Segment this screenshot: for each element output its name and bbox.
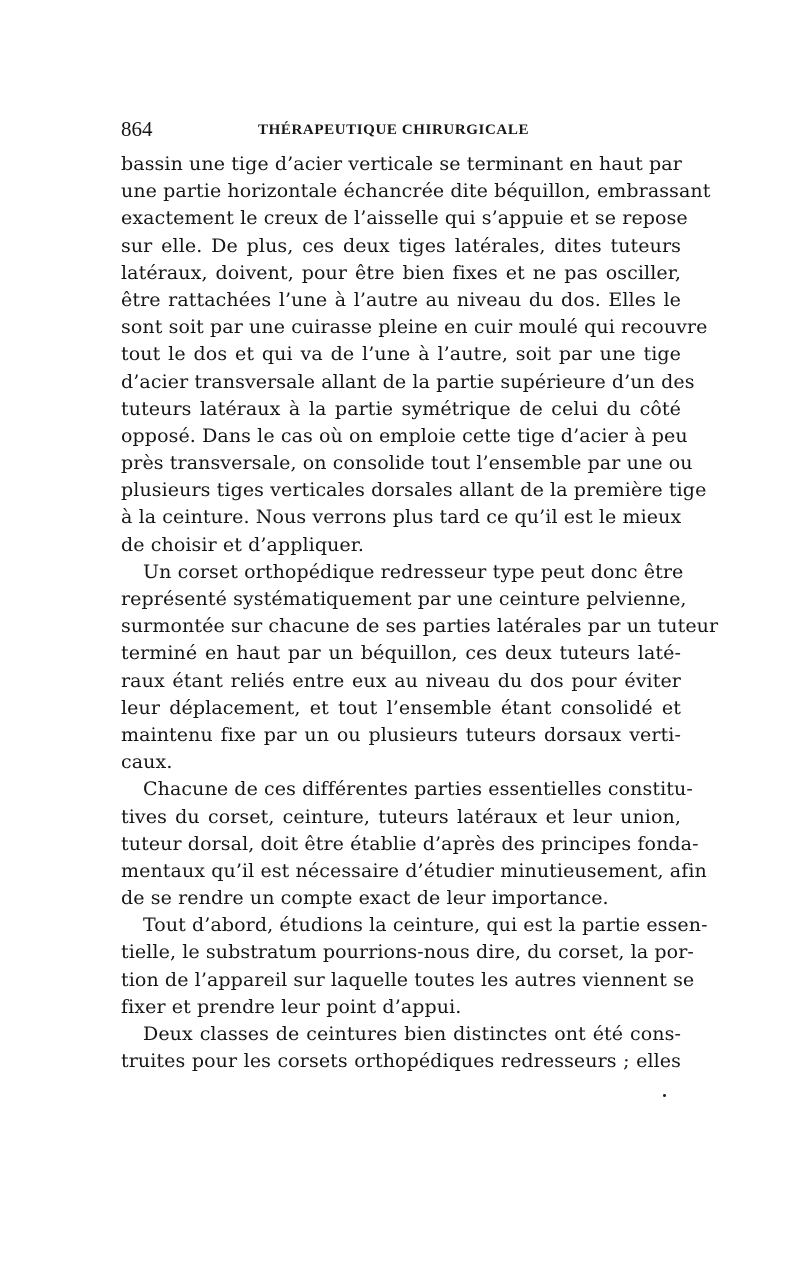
page-number: 864 xyxy=(121,117,153,141)
text-line: caux. xyxy=(121,751,173,774)
text-line: Deux classes de ceintures bien distinctes ont été cons- xyxy=(143,1023,681,1045)
text-line: fixer et prendre leur point d’appui. xyxy=(121,995,462,1018)
text-line: latéraux, doivent, pour être bien fixes et ne pas osciller, xyxy=(121,261,681,284)
text-line: être rattachées l’une à l’autre au niveau du dos. Elles le xyxy=(121,288,681,311)
text-line: tout le dos et qui va de l’une à l’autre, soit par une tige xyxy=(121,343,681,366)
text-line: une partie horizontale échancrée dite béquillon, embrassant xyxy=(121,180,711,203)
text-line: d’acier transversale allant de la partie supérieure d’un des xyxy=(121,370,695,393)
running-head: THÉRAPEUTIQUE CHIRURGICALE xyxy=(258,122,530,138)
text-line: raux étant reliés entre eux au niveau du dos pour éviter xyxy=(121,669,681,692)
text-line: exactement le creux de l’aisselle qui s’appuie et se repose xyxy=(121,207,688,230)
text-line: tuteurs latéraux à la partie symétrique de celui du côté xyxy=(121,397,681,420)
text-line: leur déplacement, et tout l’ensemble étant consolidé et xyxy=(121,696,681,719)
text-line: de choisir et d’appliquer. xyxy=(121,533,364,556)
text-line: près transversale, on consolide tout l’ensemble par une ou xyxy=(121,452,693,475)
text-line: maintenu fixe par un ou plusieurs tuteurs dorsaux verti- xyxy=(121,723,681,746)
text-line: truites pour les corsets orthopédiques redresseurs ; elles xyxy=(121,1050,681,1073)
text-line: Tout d’abord, étudions la ceinture, qui est la partie essen- xyxy=(143,914,708,937)
text-line: plusieurs tiges verticales dorsales allant de la première tige xyxy=(121,479,707,502)
text-line: tives du corset, ceinture, tuteurs latéraux et leur union, xyxy=(121,805,681,828)
print-speck xyxy=(663,1094,666,1097)
text-line: bassin une tige d’acier verticale se terminant en haut par xyxy=(121,153,682,175)
text-line: opposé. Dans le cas où on emploie cette tige d’acier à peu xyxy=(121,424,688,447)
text-line: Un corset orthopédique redresseur type peut donc être xyxy=(143,560,684,583)
text-line: surmontée sur chacune de ses parties latérales par un tuteur xyxy=(121,615,719,638)
text-line: tion de l’appareil sur laquelle toutes les autres viennent se xyxy=(121,968,695,991)
text-line: sur elle. De plus, ces deux tiges latérales, dites tuteurs xyxy=(121,234,681,257)
page-header xyxy=(121,116,681,142)
body-text xyxy=(121,151,719,1075)
text-line: terminé en haut par un béquillon, ces deux tuteurs laté- xyxy=(121,642,681,665)
text-line: Chacune de ces différentes parties essentielles constitu- xyxy=(143,778,693,801)
text-line: à la ceinture. Nous verrons plus tard ce qu’il est le mieux xyxy=(121,506,682,529)
text-line: représenté systématiquement par une ceinture pelvienne, xyxy=(121,588,687,610)
text-line: sont soit par une cuirasse pleine en cuir moulé qui recouvre xyxy=(121,316,708,339)
text-line: tuteur dorsal, doit être établie d’après des principes fonda- xyxy=(121,832,699,855)
text-line: mentaux qu’il est nécessaire d’étudier minutieusement, afin xyxy=(121,859,707,882)
text-line: de se rendre un compte exact de leur importance. xyxy=(121,887,609,910)
text-line: tielle, le substratum pourrions-nous dire, du corset, la por- xyxy=(121,941,694,964)
